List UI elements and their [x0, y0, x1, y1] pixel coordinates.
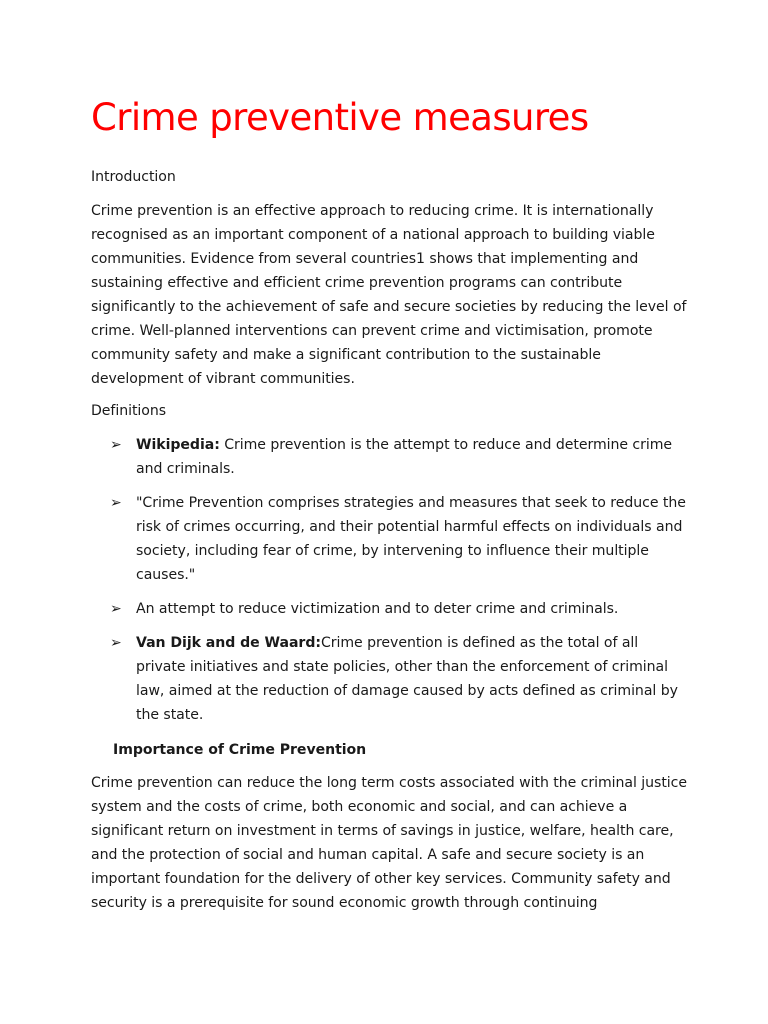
arrowhead-bullet-icon: ➢ — [110, 495, 122, 511]
definition-item-van-dijk — [110, 631, 690, 727]
definition-item-attempt — [110, 597, 690, 621]
definition-text: Crime prevention is defined as the total of all private initiatives and state policies, other than the enforcement of criminal law, aimed at the reduction of damage caused by acts defined as criminal by the state. — [136, 635, 678, 723]
definition-item-quote — [110, 491, 690, 587]
introduction-heading: Introduction — [91, 169, 176, 185]
arrowhead-bullet-icon: ➢ — [110, 635, 122, 651]
definition-text: An attempt to reduce victimization and to deter crime and criminals. — [136, 601, 619, 617]
document-title: Crime preventive measures — [91, 96, 589, 139]
importance-heading: Importance of Crime Prevention — [113, 742, 367, 758]
definition-text: Crime prevention is the attempt to reduce and determine crime and criminals. — [136, 437, 673, 477]
arrowhead-bullet-icon: ➢ — [110, 601, 122, 617]
definition-term: Wikipedia: — [136, 437, 220, 453]
definition-term: Van Dijk and de Waard: — [136, 635, 321, 651]
definition-item-wikipedia — [110, 433, 690, 481]
arrowhead-bullet-icon: ➢ — [110, 437, 122, 453]
definitions-heading: Definitions — [91, 403, 167, 419]
importance-paragraph: Crime prevention can reduce the long term costs associated with the criminal justice system and the costs of crime, both economic and social, and can achieve a significant return on investment in terms of savings in justice, welfare, health care, and the protection of social and human capital. A safe and secure society is an important foundation for the delivery of other key services. Community safety and security is a prerequisite for sound economic growth through continuing — [91, 775, 687, 911]
definition-text: "Crime Prevention comprises strategies and measures that seek to reduce the risk of crimes occurring, and their potential harmful effects on individuals and society, including fear of crime, by intervening to influence their multiple causes." — [136, 495, 686, 583]
definitions-list — [110, 433, 690, 737]
introduction-paragraph: Crime prevention is an effective approach to reducing crime. It is internationally recognised as an important component of a national approach to building viable communities. Evidence from several countries1 shows that implementing and sustaining effective and efficient crime prevention programs can contribute significantly to the achievement of safe and secure societies by reducing the level of crime. Well-planned interventions can prevent crime and victimisation, promote community safety and make a significant contribution to the sustainable development of vibrant communities. — [91, 203, 687, 387]
